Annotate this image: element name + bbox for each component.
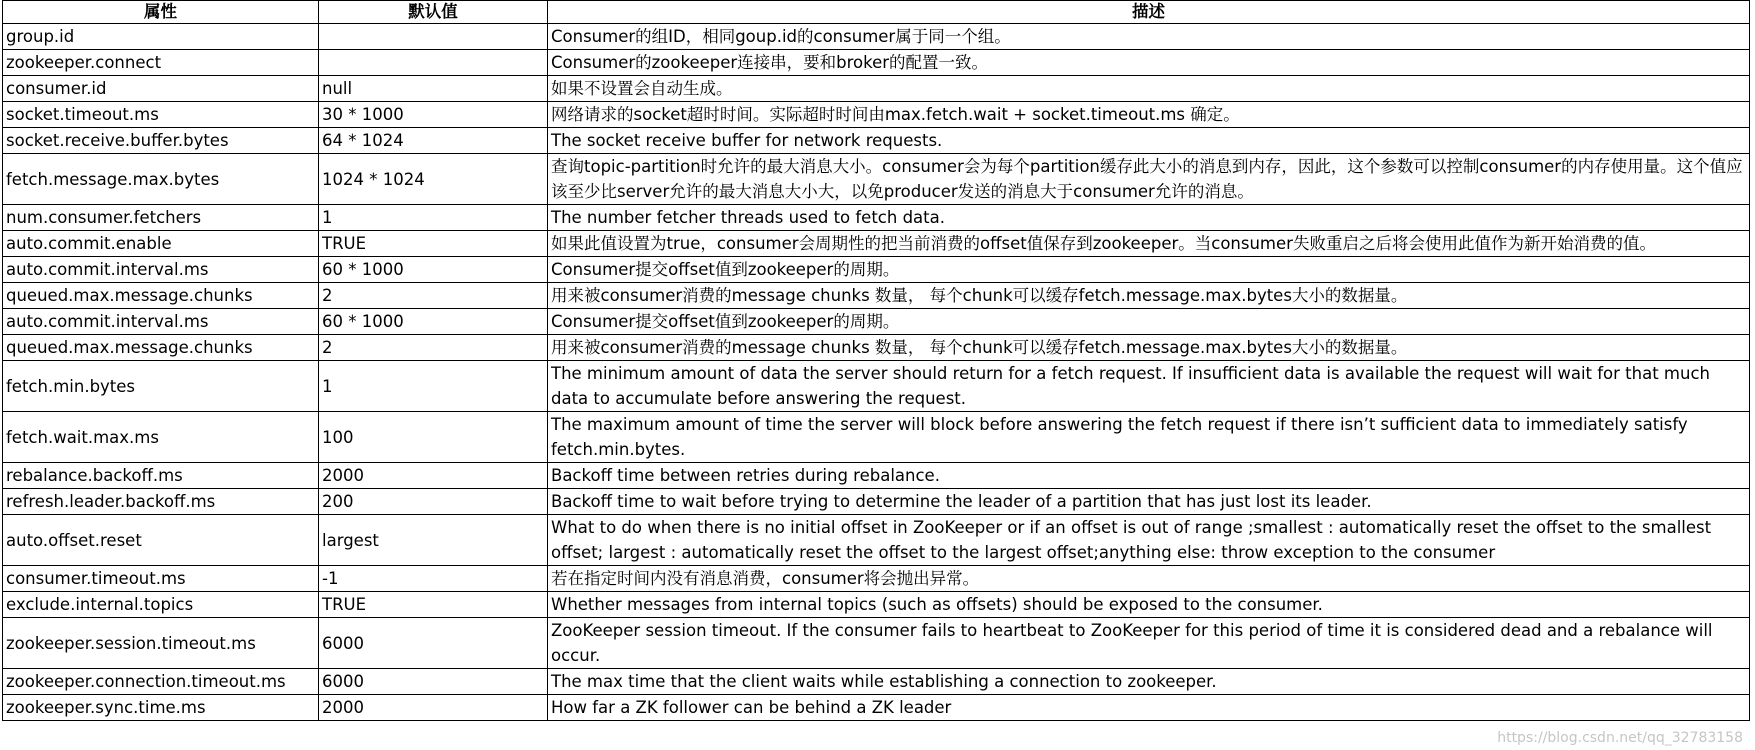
cell-description: Consumer提交offset值到zookeeper的周期。	[548, 309, 1750, 335]
cell-default: 100	[319, 412, 548, 463]
table-row	[3, 335, 1750, 361]
table-row	[3, 231, 1750, 257]
cell-property: zookeeper.sync.time.ms	[3, 695, 319, 721]
cell-default: 6000	[319, 669, 548, 695]
cell-description: 查询topic-partition时允许的最大消息大小。consumer会为每个partition缓存此大小的消息到内存，因此，这个参数可以控制consumer的内存使用量。这个值应该至少比server允许的最大消息大小大，以免producer发送的消息大于consumer允许的消息。	[548, 154, 1750, 205]
cell-description: Consumer提交offset值到zookeeper的周期。	[548, 257, 1750, 283]
cell-property: auto.commit.enable	[3, 231, 319, 257]
cell-description: How far a ZK follower can be behind a ZK leader	[548, 695, 1750, 721]
table-row	[3, 309, 1750, 335]
cell-default: null	[319, 76, 548, 102]
cell-property: fetch.min.bytes	[3, 361, 319, 412]
cell-default: TRUE	[319, 592, 548, 618]
table-row	[3, 592, 1750, 618]
table-row	[3, 154, 1750, 205]
cell-property: refresh.leader.backoff.ms	[3, 489, 319, 515]
cell-default: 2000	[319, 463, 548, 489]
cell-default: -1	[319, 566, 548, 592]
table-row	[3, 566, 1750, 592]
cell-default: 2	[319, 335, 548, 361]
cell-default: 64 * 1024	[319, 128, 548, 154]
cell-description: 网络请求的socket超时时间。实际超时时间由max.fetch.wait + socket.timeout.ms 确定。	[548, 102, 1750, 128]
table-row	[3, 463, 1750, 489]
cell-description: The minimum amount of data the server should return for a fetch request. If insufficient data is available the request will wait for that much data to accumulate before answering the request.	[548, 361, 1750, 412]
table-row	[3, 24, 1750, 50]
cell-default: TRUE	[319, 231, 548, 257]
cell-property: zookeeper.connection.timeout.ms	[3, 669, 319, 695]
cell-default: largest	[319, 515, 548, 566]
cell-description: Backoff time between retries during rebalance.	[548, 463, 1750, 489]
table-row	[3, 283, 1750, 309]
cell-property: queued.max.message.chunks	[3, 283, 319, 309]
cell-default: 2000	[319, 695, 548, 721]
cell-default	[319, 50, 548, 76]
cell-property: zookeeper.session.timeout.ms	[3, 618, 319, 669]
table-body	[3, 24, 1750, 721]
table-row	[3, 50, 1750, 76]
cell-description: 若在指定时间内没有消息消费，consumer将会抛出异常。	[548, 566, 1750, 592]
watermark: https://blog.csdn.net/qq_32783158	[1497, 730, 1743, 746]
cell-property: auto.commit.interval.ms	[3, 309, 319, 335]
cell-description: The max time that the client waits while establishing a connection to zookeeper.	[548, 669, 1750, 695]
table-row	[3, 669, 1750, 695]
cell-description: 用来被consumer消费的message chunks 数量， 每个chunk可以缓存fetch.message.max.bytes大小的数据量。	[548, 283, 1750, 309]
cell-description: What to do when there is no initial offset in ZooKeeper or if an offset is out of range ;smallest : automatically reset the offset to the smallest offset; largest : automatically reset the offset to the largest offset;anything else: throw exception to the consumer	[548, 515, 1750, 566]
header-property: 属性	[3, 1, 319, 24]
cell-default: 30 * 1000	[319, 102, 548, 128]
cell-property: consumer.id	[3, 76, 319, 102]
cell-description: The socket receive buffer for network requests.	[548, 128, 1750, 154]
table-row	[3, 361, 1750, 412]
cell-property: fetch.message.max.bytes	[3, 154, 319, 205]
consumer-config-table	[2, 0, 1750, 721]
cell-property: auto.commit.interval.ms	[3, 257, 319, 283]
table-row	[3, 489, 1750, 515]
cell-property: rebalance.backoff.ms	[3, 463, 319, 489]
cell-property: fetch.wait.max.ms	[3, 412, 319, 463]
cell-default: 6000	[319, 618, 548, 669]
table-row	[3, 205, 1750, 231]
cell-default: 60 * 1000	[319, 257, 548, 283]
cell-description: Consumer的组ID，相同goup.id的consumer属于同一个组。	[548, 24, 1750, 50]
cell-property: exclude.internal.topics	[3, 592, 319, 618]
table-row	[3, 618, 1750, 669]
cell-description: Backoff time to wait before trying to determine the leader of a partition that has just lost its leader.	[548, 489, 1750, 515]
cell-description: The number fetcher threads used to fetch data.	[548, 205, 1750, 231]
cell-default	[319, 24, 548, 50]
cell-property: auto.offset.reset	[3, 515, 319, 566]
table-row	[3, 76, 1750, 102]
table-row	[3, 515, 1750, 566]
cell-property: socket.receive.buffer.bytes	[3, 128, 319, 154]
cell-description: ZooKeeper session timeout. If the consumer fails to heartbeat to ZooKeeper for this period of time it is considered dead and a rebalance will occur.	[548, 618, 1750, 669]
table-row	[3, 128, 1750, 154]
table-row	[3, 695, 1750, 721]
cell-property: zookeeper.connect	[3, 50, 319, 76]
cell-property: consumer.timeout.ms	[3, 566, 319, 592]
cell-property: num.consumer.fetchers	[3, 205, 319, 231]
cell-default: 1	[319, 205, 548, 231]
cell-description: Whether messages from internal topics (such as offsets) should be exposed to the consumer.	[548, 592, 1750, 618]
cell-default: 1	[319, 361, 548, 412]
cell-property: group.id	[3, 24, 319, 50]
cell-description: 如果不设置会自动生成。	[548, 76, 1750, 102]
header-row	[3, 1, 1750, 24]
cell-default: 1024 * 1024	[319, 154, 548, 205]
table-row	[3, 412, 1750, 463]
cell-default: 2	[319, 283, 548, 309]
cell-property: socket.timeout.ms	[3, 102, 319, 128]
cell-description: The maximum amount of time the server will block before answering the fetch request if there isn’t sufficient data to immediately satisfy fetch.min.bytes.	[548, 412, 1750, 463]
table-row	[3, 257, 1750, 283]
header-description: 描述	[548, 1, 1750, 24]
header-default: 默认值	[319, 1, 548, 24]
cell-default: 200	[319, 489, 548, 515]
table-row	[3, 102, 1750, 128]
cell-description: 如果此值设置为true，consumer会周期性的把当前消费的offset值保存到zookeeper。当consumer失败重启之后将会使用此值作为新开始消费的值。	[548, 231, 1750, 257]
cell-default: 60 * 1000	[319, 309, 548, 335]
cell-description: Consumer的zookeeper连接串，要和broker的配置一致。	[548, 50, 1750, 76]
cell-description: 用来被consumer消费的message chunks 数量， 每个chunk可以缓存fetch.message.max.bytes大小的数据量。	[548, 335, 1750, 361]
cell-property: queued.max.message.chunks	[3, 335, 319, 361]
